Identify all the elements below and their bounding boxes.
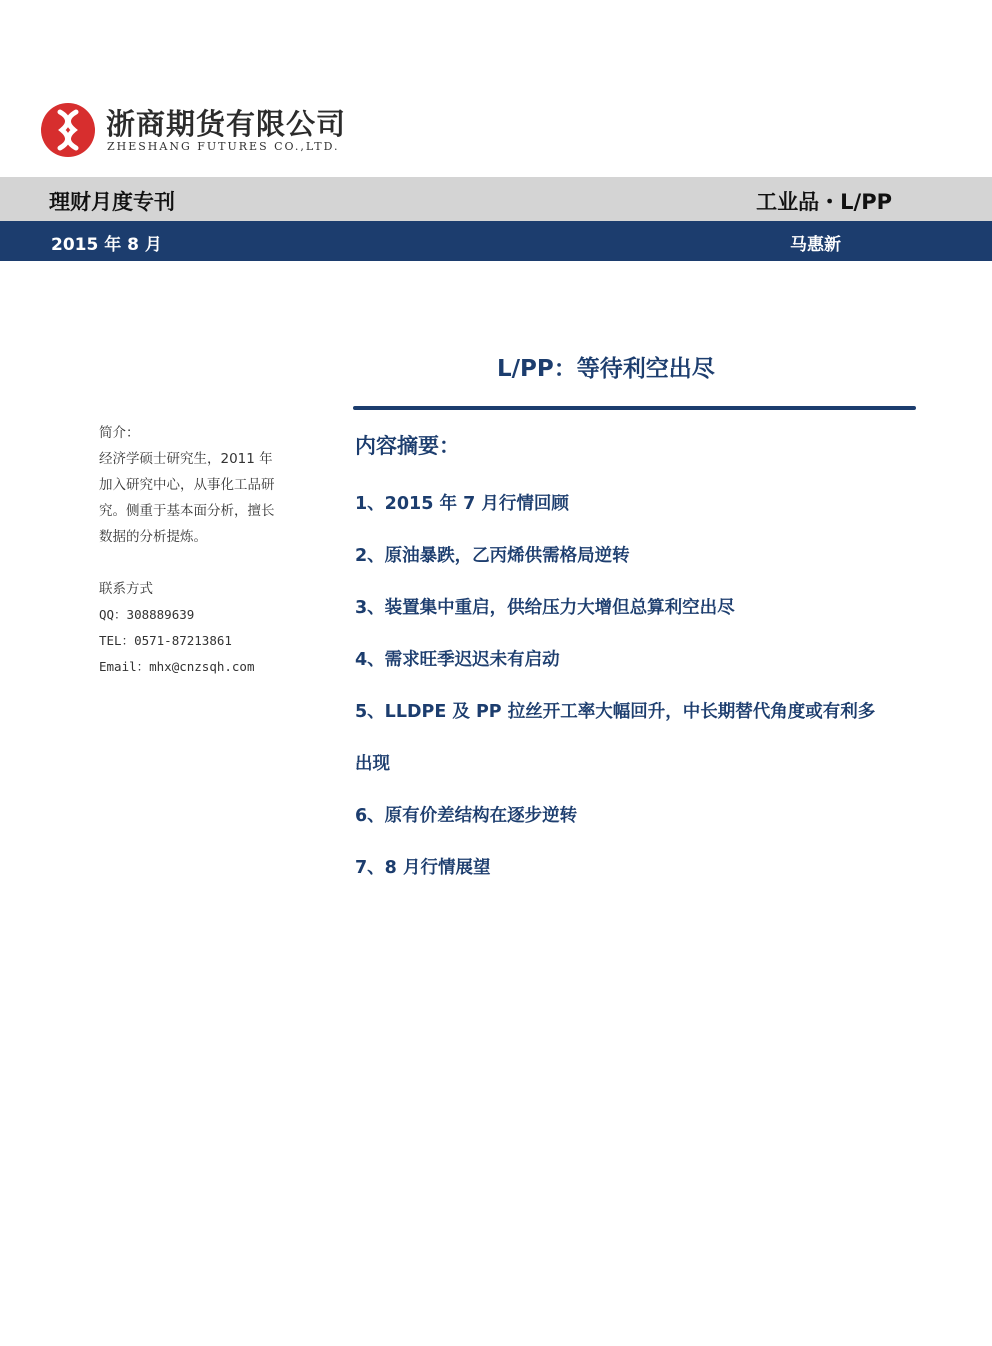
zheshang-logo-icon (40, 102, 96, 158)
company-name-en: ZHESHANG FUTURES CO.,LTD. (107, 140, 340, 153)
summary-item: 5、LLDPE 及 PP 拉丝开工率大幅回升，中长期替代角度或有利多 (355, 702, 876, 722)
intro-line: 加入研究中心，从事化工品研 (99, 477, 275, 493)
contact-tel: TEL：0571-87213861 (99, 633, 232, 648)
report-title: L/PP：等待利空出尽 (497, 356, 715, 382)
contact-email[interactable]: Email：mhx@cnzsqh.com (99, 659, 255, 674)
report-category: 工业品・L/PP (756, 190, 892, 214)
report-series: 理财月度专刊 (49, 190, 175, 214)
summary-item: 7、8 月行情展望 (355, 858, 491, 878)
summary-item: 1、2015 年 7 月行情回顾 (355, 494, 569, 514)
company-name-cn: 浙商期货有限公司 (106, 107, 347, 141)
summary-item: 3、装置集中重启，供给压力大增但总算利空出尽 (355, 598, 735, 618)
header-band-gray (0, 177, 992, 221)
author-sidebar (99, 420, 299, 680)
contact-label: 联系方式 (99, 581, 153, 597)
summary-item: 4、需求旺季迟迟未有启动 (355, 650, 560, 670)
summary-list (355, 478, 925, 894)
intro-line: 经济学硕士研究生，2011 年 (99, 451, 273, 467)
intro-line: 数据的分析提炼。 (99, 529, 207, 545)
title-divider (353, 406, 916, 410)
report-author: 马惠新 (790, 235, 841, 255)
header-band-blue (0, 221, 992, 261)
summary-item: 出现 (355, 754, 390, 774)
summary-item: 2、原油暴跌，乙丙烯供需格局逆转 (355, 546, 630, 566)
summary-item: 6、原有价差结构在逐步逆转 (355, 806, 578, 826)
contact-qq: QQ：308889639 (99, 607, 195, 622)
intro-label: 简介： (99, 425, 140, 441)
summary-heading: 内容摘要： (355, 434, 460, 458)
intro-line: 究。侧重于基本面分析，擅长 (99, 503, 275, 519)
report-date: 2015 年 8 月 (51, 235, 162, 255)
company-logo (40, 100, 347, 160)
